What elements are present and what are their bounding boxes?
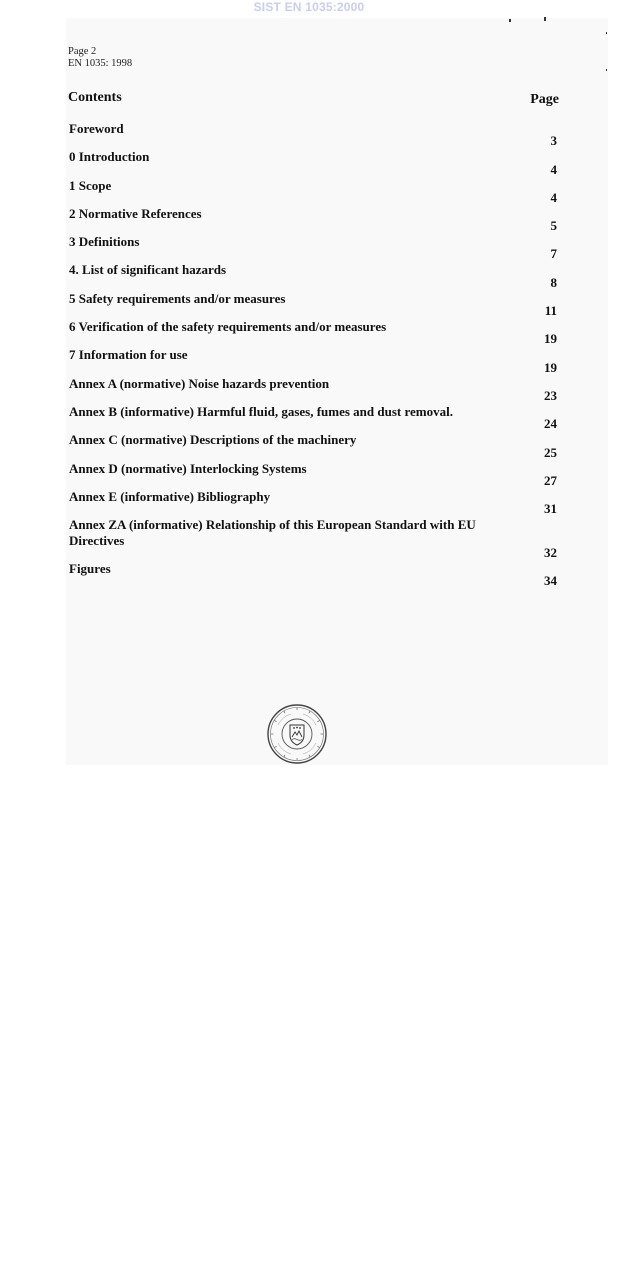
- toc-entry: [69, 376, 557, 404]
- toc-entry-page: 4: [550, 189, 557, 205]
- toc-entry-label: 0 Introduction: [69, 149, 150, 165]
- toc-entry-label: Annex C (normative) Descriptions of the machinery: [69, 432, 357, 448]
- toc-entry-label: 2 Normative References: [69, 205, 202, 221]
- toc-entry: [69, 561, 557, 589]
- toc-entry-label: Foreword: [69, 121, 124, 136]
- toc-entry: [69, 461, 557, 489]
- contents-title: Contents: [68, 90, 122, 105]
- toc-entry-page: 8: [550, 274, 557, 290]
- toc-entry-label: Annex ZA (informative) Relationship of this European Standard with EU Directives: [69, 517, 476, 549]
- toc-entry: [69, 149, 557, 177]
- toc-entry-label: 5 Safety requirements and/or measures: [69, 290, 286, 306]
- page-column-label: Page: [530, 92, 559, 107]
- page-header: [68, 46, 132, 70]
- toc-entry-page: 19: [544, 359, 557, 375]
- toc-entry-page: 24: [544, 416, 557, 432]
- toc-entry-page: 19: [544, 331, 557, 347]
- toc-entry: [69, 319, 557, 347]
- toc-entry-page: 5: [550, 218, 557, 234]
- toc-entry: [69, 291, 557, 319]
- toc-entry-label: 3 Definitions: [69, 234, 140, 250]
- toc-entry-label: 6 Verification of the safety requirements and/or measures: [69, 319, 387, 335]
- toc-entry-label: Figures: [69, 561, 111, 577]
- toc-entry-page: 32: [544, 545, 557, 561]
- toc-entry: [69, 432, 557, 460]
- toc-entry-page: 4: [550, 161, 557, 177]
- toc-entry-page: 7: [550, 246, 557, 262]
- toc-entry: [69, 121, 557, 149]
- toc-entry-label: 1 Scope: [69, 177, 112, 193]
- toc-entry-label: Annex B (informative) Harmful fluid, gases, fumes and dust removal.: [69, 403, 453, 419]
- page-number: Page 2: [68, 46, 97, 57]
- toc-entry-label: Annex D (normative) Interlocking Systems: [69, 460, 307, 476]
- standard-reference: EN 1035: 1998: [68, 58, 133, 69]
- seal-icon: [266, 703, 328, 765]
- toc-entry-label: 7 Information for use: [69, 347, 188, 363]
- toc-entry: [69, 404, 557, 432]
- toc-entry-page: 23: [544, 387, 557, 403]
- toc-entry: [69, 517, 557, 561]
- table-of-contents: [69, 121, 557, 589]
- toc-entry-label: 4. List of significant hazards: [69, 262, 227, 278]
- toc-entry-page: 3: [550, 133, 557, 149]
- scan-speck: [544, 17, 546, 21]
- toc-entry-label: Annex E (informative) Bibliography: [69, 488, 271, 504]
- toc-entry: [69, 262, 557, 290]
- toc-entry: [69, 206, 557, 234]
- scan-speck: [606, 32, 607, 34]
- toc-entry: [69, 347, 557, 375]
- toc-entry: [69, 178, 557, 206]
- official-seal-stamp: [266, 703, 328, 765]
- scan-speck: [509, 19, 511, 22]
- toc-entry-page: 25: [544, 444, 557, 460]
- toc-entry: [69, 234, 557, 262]
- watermark: SIST EN 1035:2000: [253, 0, 365, 14]
- toc-entry-page: 11: [544, 303, 557, 319]
- toc-entry-page: 31: [544, 501, 557, 517]
- toc-entry-label: Annex A (normative) Noise hazards prevention: [69, 375, 330, 391]
- toc-entry-page: 27: [544, 472, 557, 488]
- toc-entry-page: 34: [544, 573, 557, 589]
- scan-speck: [606, 69, 607, 71]
- toc-entry: [69, 489, 557, 517]
